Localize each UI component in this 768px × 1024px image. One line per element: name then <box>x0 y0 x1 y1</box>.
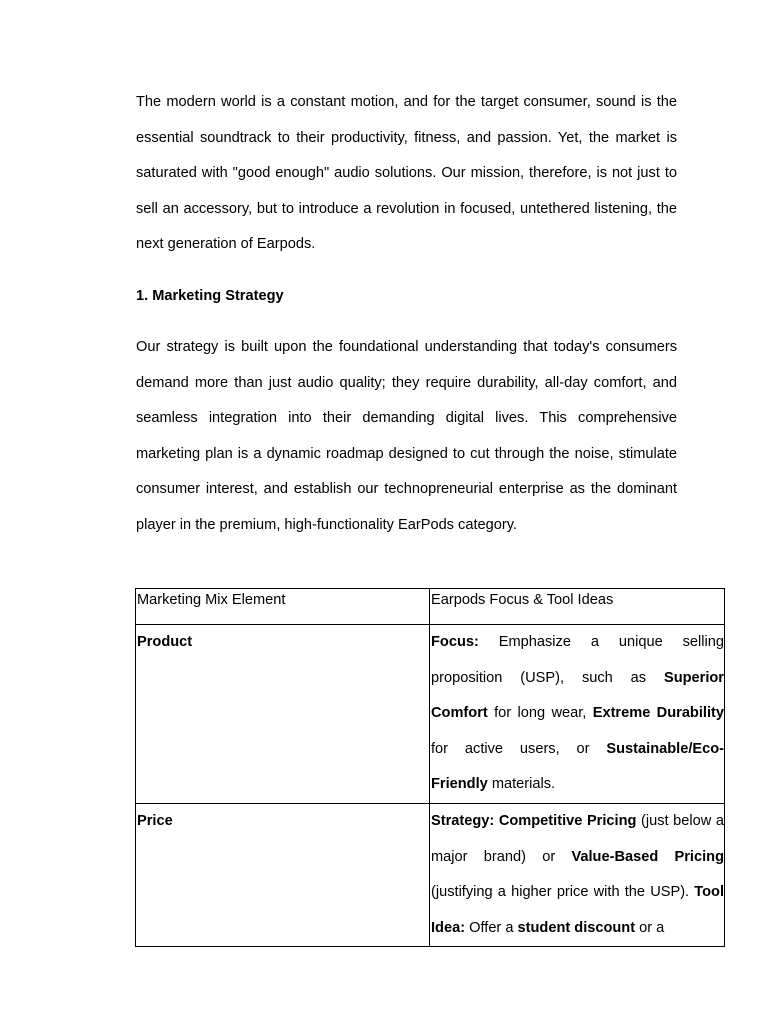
table-row <box>136 803 725 946</box>
table-header-row <box>136 589 725 625</box>
table-row <box>136 625 725 804</box>
table-header-cell <box>430 589 725 625</box>
intro-paragraph: The modern world is a constant motion, and for the target consumer, sound is the essential soundtrack to their productivity, fitness, and passion. Yet, the market is saturated with "good enough" audio solutions. Our mission, therefore, is not just to sell an accessory, but to introduce a revolution in focused, untethered listening, the next generation of Earpods. <box>136 94 677 253</box>
element-cell <box>136 803 430 946</box>
marketing-mix-table <box>135 588 725 947</box>
header-earpods-focus: Earpods Focus & Tool Ideas <box>431 592 614 608</box>
product-description: Focus: Emphasize a unique selling proposition (USP), such as Superior Comfort for long wear, Extreme Durability for active users, or Sustainable/Eco-Friendly materials. <box>431 634 724 793</box>
element-cell <box>136 625 430 804</box>
section-heading-marketing-strategy: 1. Marketing Strategy <box>136 288 284 304</box>
bold-run: Focus: <box>431 634 479 650</box>
bold-run: Superior Comfort <box>431 669 724 722</box>
bold-run: Sustainable/Eco-Friendly <box>431 740 724 793</box>
bold-run: Tool Idea: <box>431 884 724 936</box>
header-marketing-mix-element: Marketing Mix Element <box>137 592 286 608</box>
strategy-paragraph: Our strategy is built upon the foundational understanding that today's consumers demand more than just audio quality; they require durability, all-day comfort, and seamless integration into their demanding digital lives. This comprehensive marketing plan is a dynamic roadmap designed to cut through the noise, stimulate consumer interest, and establish our technopreneurial enterprise as the dominant player in the premium, high-functionality EarPods category. <box>136 339 677 533</box>
description-cell <box>430 625 725 804</box>
element-label-product: Product <box>137 634 193 650</box>
table-header-cell <box>136 589 430 625</box>
bold-run: Extreme Durability <box>592 705 724 722</box>
bold-run: student discount <box>517 919 636 936</box>
bold-run: Strategy: Competitive Pricing <box>431 812 637 829</box>
element-label-price: Price <box>137 812 173 829</box>
description-cell <box>430 803 725 946</box>
bold-run: Value-Based Pricing <box>571 848 724 865</box>
price-description: Strategy: Competitive Pricing (just below a major brand) or Value-Based Pricing (justifying a higher price with the USP). Tool Idea: Offer a student discount or a <box>431 812 724 936</box>
